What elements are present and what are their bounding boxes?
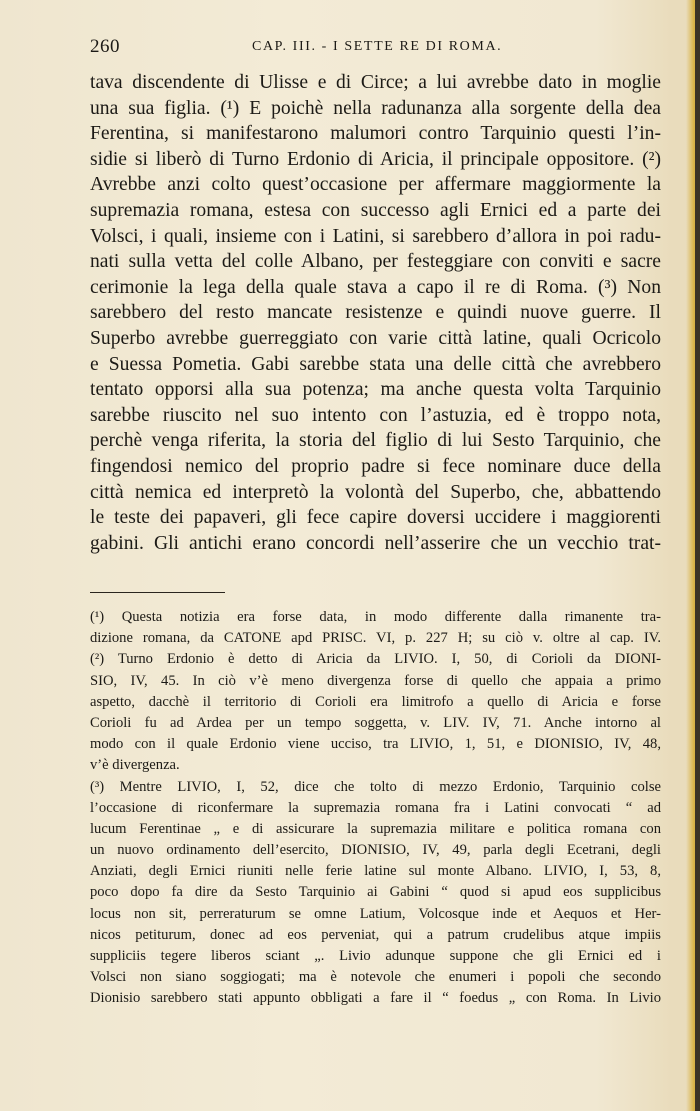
footnote-line: (¹) Questa notizia era forse data, in modo differente dalla rimanente tra- xyxy=(90,609,661,625)
body-line: sidie si liberò di Turno Erdonio di Aricia, il principale oppositore. (²) xyxy=(90,148,661,170)
footnote-line: un nuovo ordinamento dell’esercito, DIONISIO, IV, 49, parla degli Ecetrani, degli xyxy=(90,842,661,859)
body-line: tentato opporsi alla sua potenza; ma anche questa volta Tarquinio xyxy=(90,379,661,401)
footnote-line: Anziati, degli Ernici riuniti nelle ferie latine sul monte Albano. LIVIO, I, 53, 8, xyxy=(90,863,661,880)
body-line: supremazia romana, estesa con successo agli Ernici ed a parte dei xyxy=(90,199,661,221)
body-line: città nemica ed interpretò la volontà del Superbo, che, abbattendo xyxy=(90,481,661,503)
footnote-line: Corioli fu ad Ardea per un tempo soggetta, v. LIV. IV, 71. Anche intorno al xyxy=(90,714,661,731)
footnote-line: modo con il quale Erdonio viene ucciso, tra LIVIO, 1, 51, e DIONISIO, IV, 48, xyxy=(90,736,661,753)
body-line: Avrebbe anzi colto quest’occasione per affermare maggiormente la xyxy=(90,174,661,196)
body-line: cerimonie la lega della quale stava a capo il re di Roma. (³) Non xyxy=(90,276,661,298)
footnote-line: nicos petiturum, donec ad eos perveniat, qui a patrum crudelibus atque impiis xyxy=(90,926,661,943)
footnote-line: l’occasione di riconfermare la supremazia romana fra i Latini convocati “ ad xyxy=(90,799,661,816)
footnote-line: SIO, IV, 45. In ciò v’è meno divergenza forse di quello che appaia a primo xyxy=(90,672,661,689)
footnote-line: locus non sit, perreraturum se omne Latium, Volcosque inde et Aequos et Her- xyxy=(90,905,661,922)
footnotes xyxy=(90,607,661,1010)
footnote-line: v’è divergenza. xyxy=(90,757,180,774)
page-edge-border xyxy=(695,0,700,1111)
footnote-line: poco dopo fa dire da Sesto Tarquinio ai Gabini “ quod si apud eos supplicibus xyxy=(90,884,661,901)
body-line: fingendosi nemico del proprio padre si fece nominare duce della xyxy=(90,455,661,477)
footnote-line: (²) Turno Erdonio è detto di Aricia da LIVIO. I, 50, di Corioli da DIONI- xyxy=(90,651,661,668)
footnote-line: lucum Ferentinae „ e di assicurare la supremazia militare e politica romana con xyxy=(90,820,661,837)
body-line: Volsci, i quali, insieme con i Latini, si sarebbero d’allora in poi radu- xyxy=(90,225,661,247)
body-line: e Suessa Pometia. Gabi sarebbe stata una delle città che avrebbero xyxy=(90,353,661,375)
body-line: Superbo avrebbe guerreggiato con varie città latine, quali Ocricolo xyxy=(90,327,661,349)
body-line: sarebbe riuscito nel suo intento con l’astuzia, ed è troppo nota, xyxy=(90,404,661,426)
body-line: le teste dei papaveri, gli fece capire doversi uccidere i maggiorenti xyxy=(90,507,661,529)
body-line: Ferentina, si manifestarono malumori contro Tarquinio questi l’in- xyxy=(90,123,661,145)
page-header xyxy=(90,36,660,60)
footnote-line: dizione romana, da CATONE apd PRISC. VI, p. 227 H; su ciò v. oltre al cap. IV. xyxy=(90,630,661,647)
footnote-line: suppliciis tegere liberos sciant „. Livio adunque suppone che gli Ernici ed i xyxy=(90,948,661,964)
page-number: 260 xyxy=(90,36,120,57)
running-head: CAP. III. - I SETTE RE DI ROMA. xyxy=(252,39,503,54)
footnote-line: Volsci non siano soggiogati; ma è notevole che enumeri i popoli che secondo xyxy=(90,969,661,986)
body-line: nati sulla vetta del colle Albano, per festeggiare con conviti e sacre xyxy=(90,251,661,273)
footnote-separator xyxy=(90,592,225,593)
body-line: gabini. Gli antichi erano concordi nell’asserire che un vecchio trat- xyxy=(90,532,661,554)
footnote-line: (³) Mentre LIVIO, I, 52, dice che tolto di mezzo Erdonio, Tarquinio colse xyxy=(90,778,661,795)
footnote-line: aspetto, dacchè il territorio di Corioli era limitrofo a quello di Aricia e forse xyxy=(90,693,661,710)
body-line: tava discendente di Ulisse e di Circe; a lui avrebbe dato in moglie xyxy=(90,72,661,93)
footnote-line: Dionisio sarebbero stati appunto obbligati a fare il “ foedus „ con Roma. In Livio xyxy=(90,990,661,1007)
body-line: perchè venga riferita, la storia del figlio di lui Sesto Tarquinio, che xyxy=(90,430,661,452)
body-line: una sua figlia. (¹) E poichè nella radunanza alla sorgente della dea xyxy=(90,97,661,119)
body-line: sarebbero del resto mancate resistenze e quindi nuove guerre. Il xyxy=(90,302,661,324)
main-text xyxy=(90,70,661,556)
